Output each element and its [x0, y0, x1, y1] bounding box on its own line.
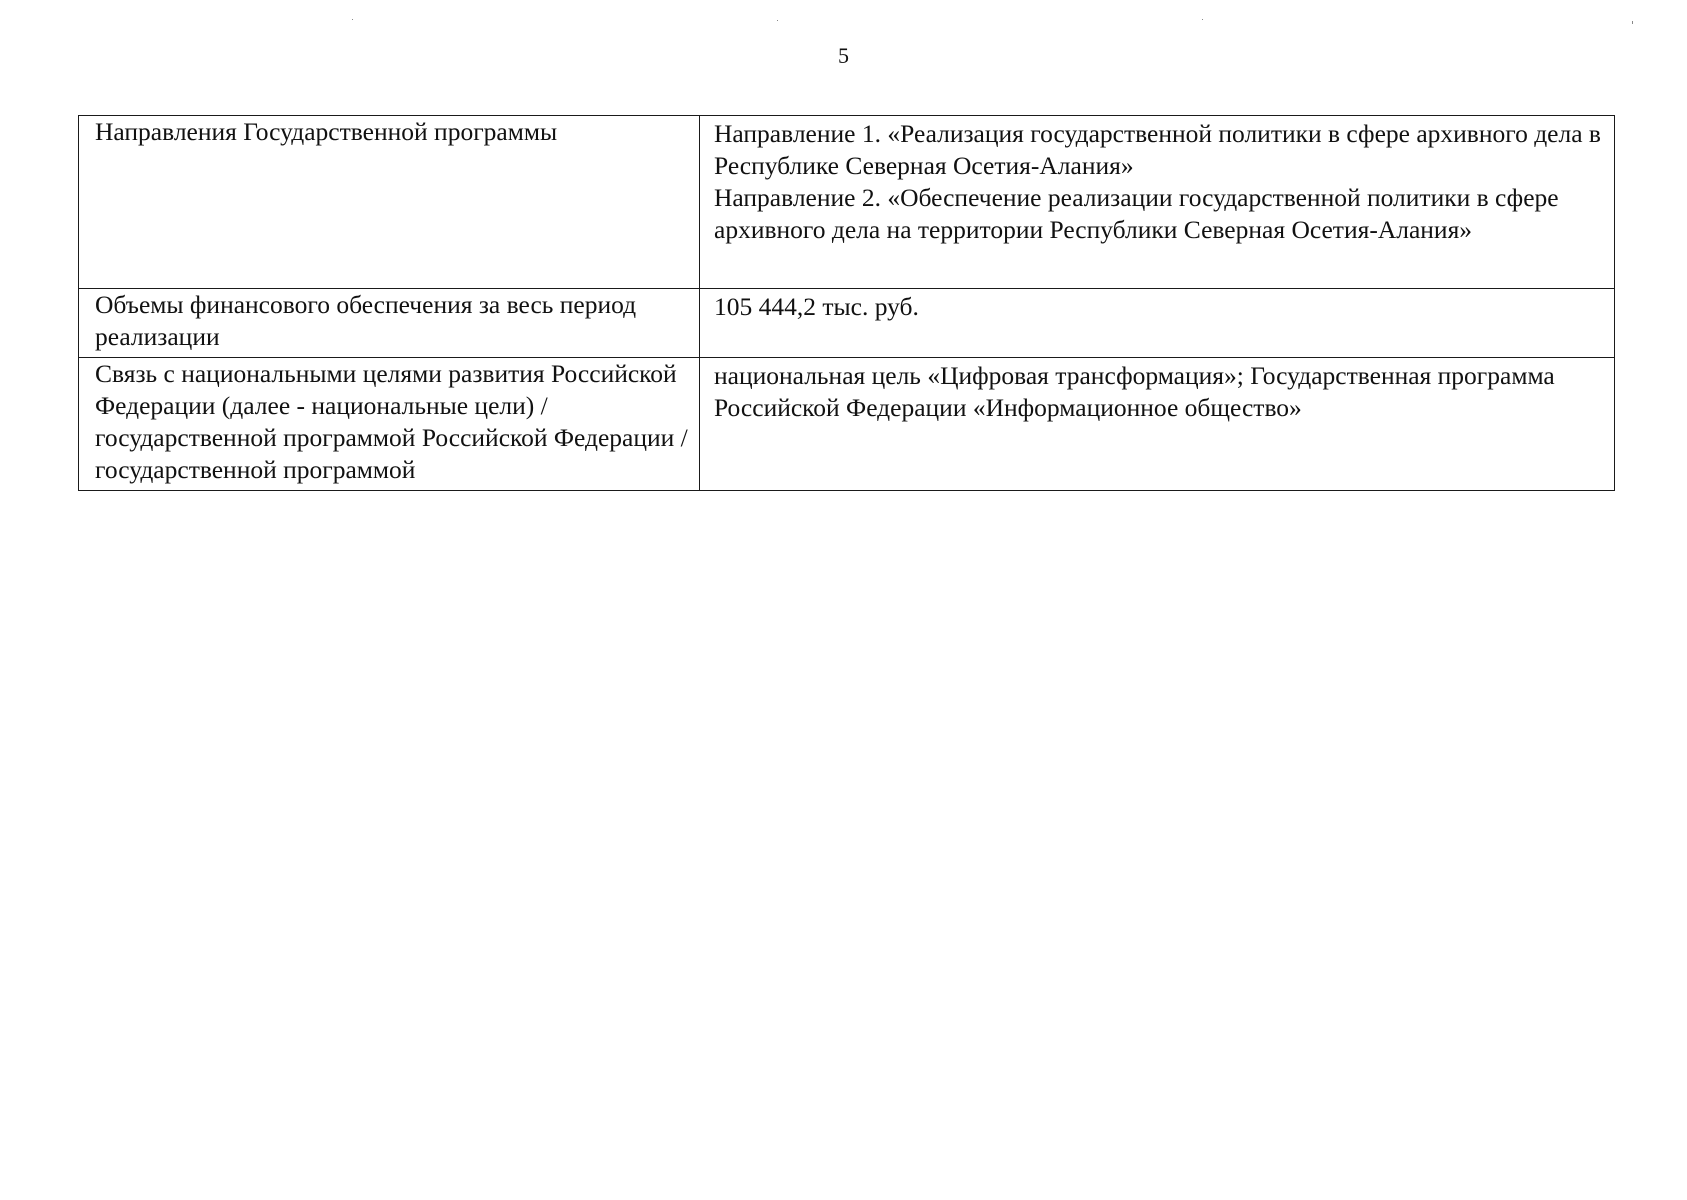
- scan-speck: [777, 20, 778, 21]
- row-label-national-goals: Связь с национальными целями развития Российской Федерации (далее - национальные цели) / государственной программой Российской Федерации / государственной программой: [79, 358, 700, 491]
- table-row: [79, 116, 1615, 289]
- table-row: [79, 289, 1615, 358]
- program-passport-table: [78, 115, 1615, 491]
- row-value-national-goals: [700, 358, 1615, 491]
- row-label-funding: Объемы финансового обеспечения за весь период реализации: [79, 289, 700, 358]
- scan-speck: [1632, 21, 1633, 24]
- scan-speck: [1202, 19, 1203, 20]
- national-goals-text: национальная цель «Цифровая трансформация»; Государственная программа Российской Федерации «Информационное общество»: [714, 361, 1555, 422]
- scan-speck: [352, 19, 353, 20]
- row-value-directions: [700, 116, 1615, 289]
- funding-amount: 105 444,2 тыс. руб.: [714, 292, 919, 321]
- table-row: [79, 358, 1615, 491]
- direction-1-text: Направление 1. «Реализация государственной политики в сфере архивного дела в Республике Северная Осетия-Алания»: [714, 119, 1601, 180]
- row-value-funding: [700, 289, 1615, 358]
- direction-2-text: Направление 2. «Обеспечение реализации государственной политики в сфере архивного дела на территории Республики Северная Осетия-Алания»: [714, 183, 1559, 244]
- page-number: 5: [838, 43, 849, 68]
- row-label-directions: Направления Государственной программы: [79, 116, 700, 289]
